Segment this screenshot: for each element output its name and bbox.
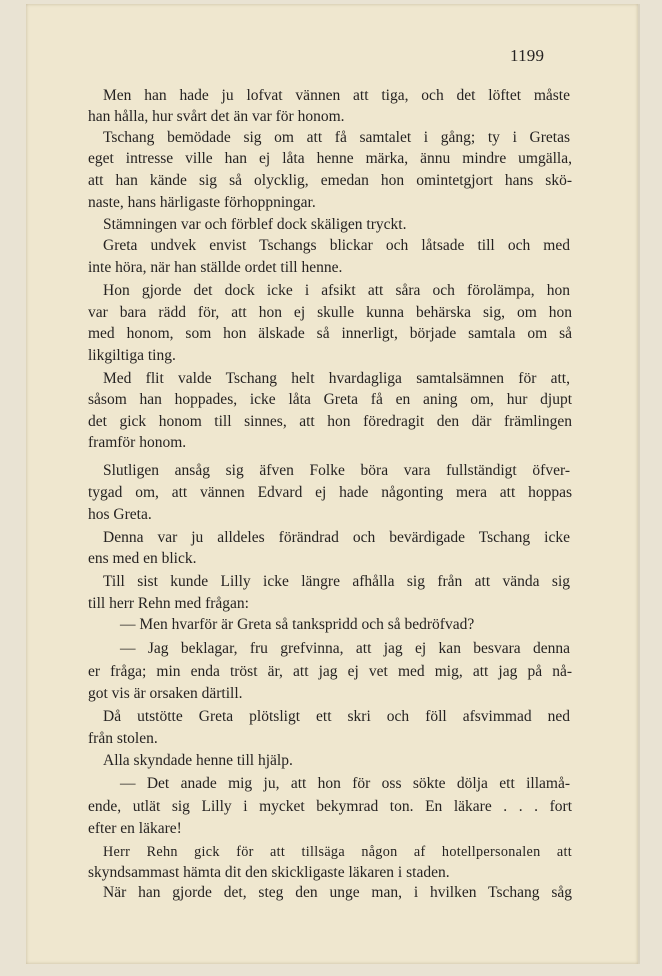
text-line: med honom, som hon älskade så innerligt, började samtala om så bbox=[88, 325, 572, 342]
text-line: Men han hade ju lofvat vännen att tiga, och det löftet måste bbox=[103, 87, 570, 104]
text-line: framför honom. bbox=[88, 434, 187, 451]
text-line: likgiltiga ting. bbox=[88, 347, 176, 364]
text-line: efter en läkare! bbox=[88, 820, 182, 837]
text-line: till herr Rehn med frågan: bbox=[88, 595, 249, 612]
text-line: Alla skyndade henne till hjälp. bbox=[103, 752, 293, 769]
text-line: När han gjorde det, steg den unge man, i hvilken Tschang såg bbox=[103, 884, 572, 901]
text-line: er fråga; min enda tröst är, att jag ej vet med mig, att jag på nå- bbox=[88, 663, 572, 680]
text-line: — Men hvarför är Greta så tankspridd och så bedröfvad? bbox=[120, 616, 475, 633]
text-line: det gick honom till sinnes, att hon föredragit den där främlingen bbox=[88, 413, 572, 430]
text-line: han hålla, hur svårt det än var för honom. bbox=[88, 108, 345, 125]
text-line: från stolen. bbox=[88, 730, 158, 747]
text-line: Denna var ju alldeles förändrad och bevärdigade Tschang icke bbox=[103, 529, 570, 546]
text-line: — Jag beklagar, fru grefvinna, att jag ej kan besvara denna bbox=[120, 640, 570, 657]
text-line: eget intresse ville han ej låta henne märka, ännu mindre umgälla, bbox=[88, 150, 572, 167]
body-text bbox=[26, 4, 638, 964]
text-line: såsom han hoppades, icke låta Greta få en aning om, hur djupt bbox=[88, 391, 572, 408]
text-line: Herr Rehn gick för att tillsäga någon af hotellpersonalen att bbox=[103, 844, 572, 860]
text-line: ende, utlät sig Lilly i mycket bekymrad ton. En läkare . . . fort bbox=[88, 798, 572, 815]
text-line: Hon gjorde det dock icke i afsikt att såra och förolämpa, hon bbox=[103, 282, 570, 299]
book-page bbox=[26, 4, 640, 964]
text-line: Tschang bemödade sig om att få samtalet i gång; ty i Gretas bbox=[103, 129, 570, 146]
text-line: hos Greta. bbox=[88, 506, 152, 523]
page-number: 1199 bbox=[510, 46, 545, 65]
text-line: Stämningen var och förblef dock skäligen tryckt. bbox=[103, 216, 407, 233]
text-line: got vis är orsaken därtill. bbox=[88, 685, 243, 702]
text-line: Slutligen ansåg sig äfven Folke böra vara fullständigt öfver- bbox=[103, 462, 570, 479]
text-line: naste, hans härligaste förhoppningar. bbox=[88, 194, 316, 211]
text-line: inte höra, när han ställde ordet till henne. bbox=[88, 259, 343, 276]
text-line: tygad om, att vännen Edvard ej hade någonting mera att hoppas bbox=[88, 484, 572, 501]
text-line: Greta undvek envist Tschangs blickar och låtsade till och med bbox=[103, 237, 570, 254]
text-line: Med flit valde Tschang helt hvardagliga samtalsämnen för att, bbox=[103, 370, 570, 387]
text-line: att han kände sig så olycklig, emedan hon omintetgjort hans skö- bbox=[88, 172, 572, 189]
text-line: var bara rädd för, att hon ej skulle kunna behärska sig, om hon bbox=[88, 304, 572, 321]
text-line: skyndsammast hämta dit den skickligaste läkaren i staden. bbox=[88, 864, 450, 881]
text-line: ens med en blick. bbox=[88, 550, 197, 567]
text-line: Till sist kunde Lilly icke längre afhålla sig från att vända sig bbox=[103, 573, 570, 590]
text-line: Då utstötte Greta plötsligt ett skri och föll afsvimmad ned bbox=[103, 708, 570, 725]
text-line: — Det anade mig ju, att hon för oss sökte dölja ett illamå- bbox=[120, 775, 570, 792]
